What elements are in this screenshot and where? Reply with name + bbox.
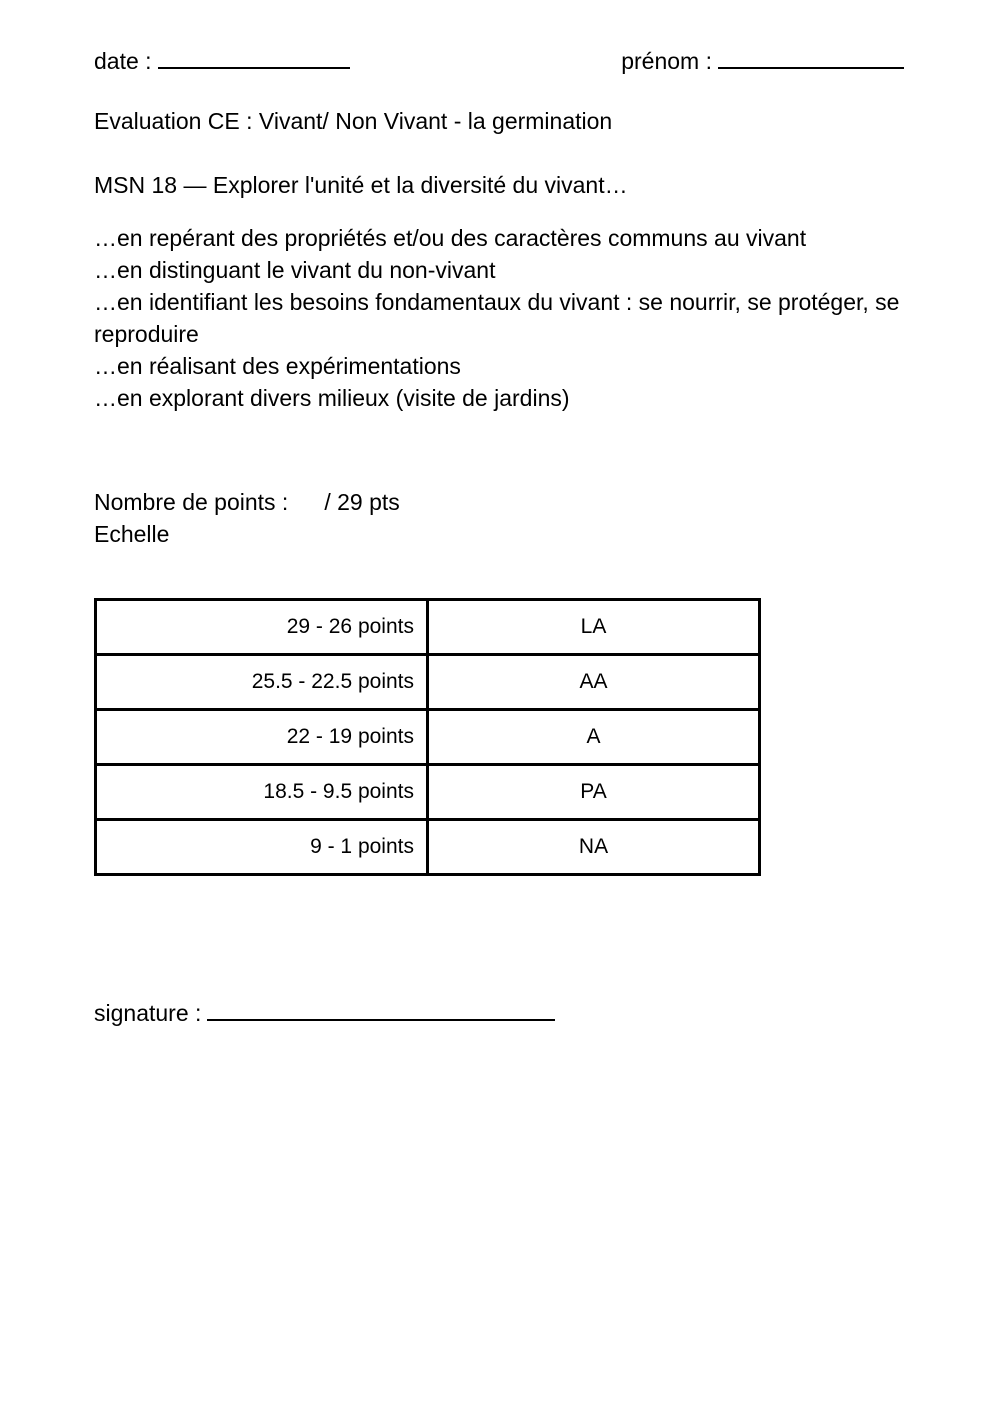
document-content [94, 46, 904, 1028]
signature-label: signature : [94, 1000, 202, 1026]
scale-grade: PA [428, 765, 760, 820]
table-row [96, 820, 760, 875]
signature-field [94, 998, 904, 1028]
signature-write-line[interactable] [207, 999, 555, 1021]
objective-item: …en explorant divers milieux (visite de jardins) [94, 385, 570, 411]
objective-item: …en identifiant les besoins fondamentaux du vivant : se nourrir, se protéger, se reproduire [94, 289, 900, 347]
scale-range: 9 - 1 points [96, 820, 428, 875]
date-field [94, 46, 350, 76]
scale-range: 18.5 - 9.5 points [96, 765, 428, 820]
points-total: / 29 pts [324, 489, 400, 515]
objectives-list [94, 222, 904, 414]
scale-grade: NA [428, 820, 760, 875]
scale-table [94, 598, 761, 876]
scale-grade: A [428, 710, 760, 765]
table-row [96, 765, 760, 820]
table-row [96, 655, 760, 710]
scale-grade: AA [428, 655, 760, 710]
scale-grade: LA [428, 600, 760, 655]
table-row [96, 710, 760, 765]
points-block [94, 486, 904, 550]
prenom-label: prénom : [621, 48, 712, 74]
objective-item: …en réalisant des expérimentations [94, 353, 461, 379]
date-write-line[interactable] [158, 47, 350, 69]
prenom-write-line[interactable] [718, 47, 904, 69]
curriculum-code: MSN 18 — Explorer l'unité et la diversité du vivant… [94, 172, 628, 198]
scale-label: Echelle [94, 521, 170, 547]
scale-range: 25.5 - 22.5 points [96, 655, 428, 710]
prenom-field [621, 46, 904, 76]
date-label: date : [94, 48, 152, 74]
points-label: Nombre de points : [94, 489, 289, 515]
table-row [96, 600, 760, 655]
header-fields [94, 46, 904, 76]
objective-item: …en distinguant le vivant du non-vivant [94, 257, 496, 283]
scale-range: 29 - 26 points [96, 600, 428, 655]
points-line [94, 486, 904, 518]
page-title: Evaluation CE : Vivant/ Non Vivant - la germination [94, 108, 613, 134]
objective-item: …en repérant des propriétés et/ou des caractères communs au vivant [94, 225, 807, 251]
scale-range: 22 - 19 points [96, 710, 428, 765]
